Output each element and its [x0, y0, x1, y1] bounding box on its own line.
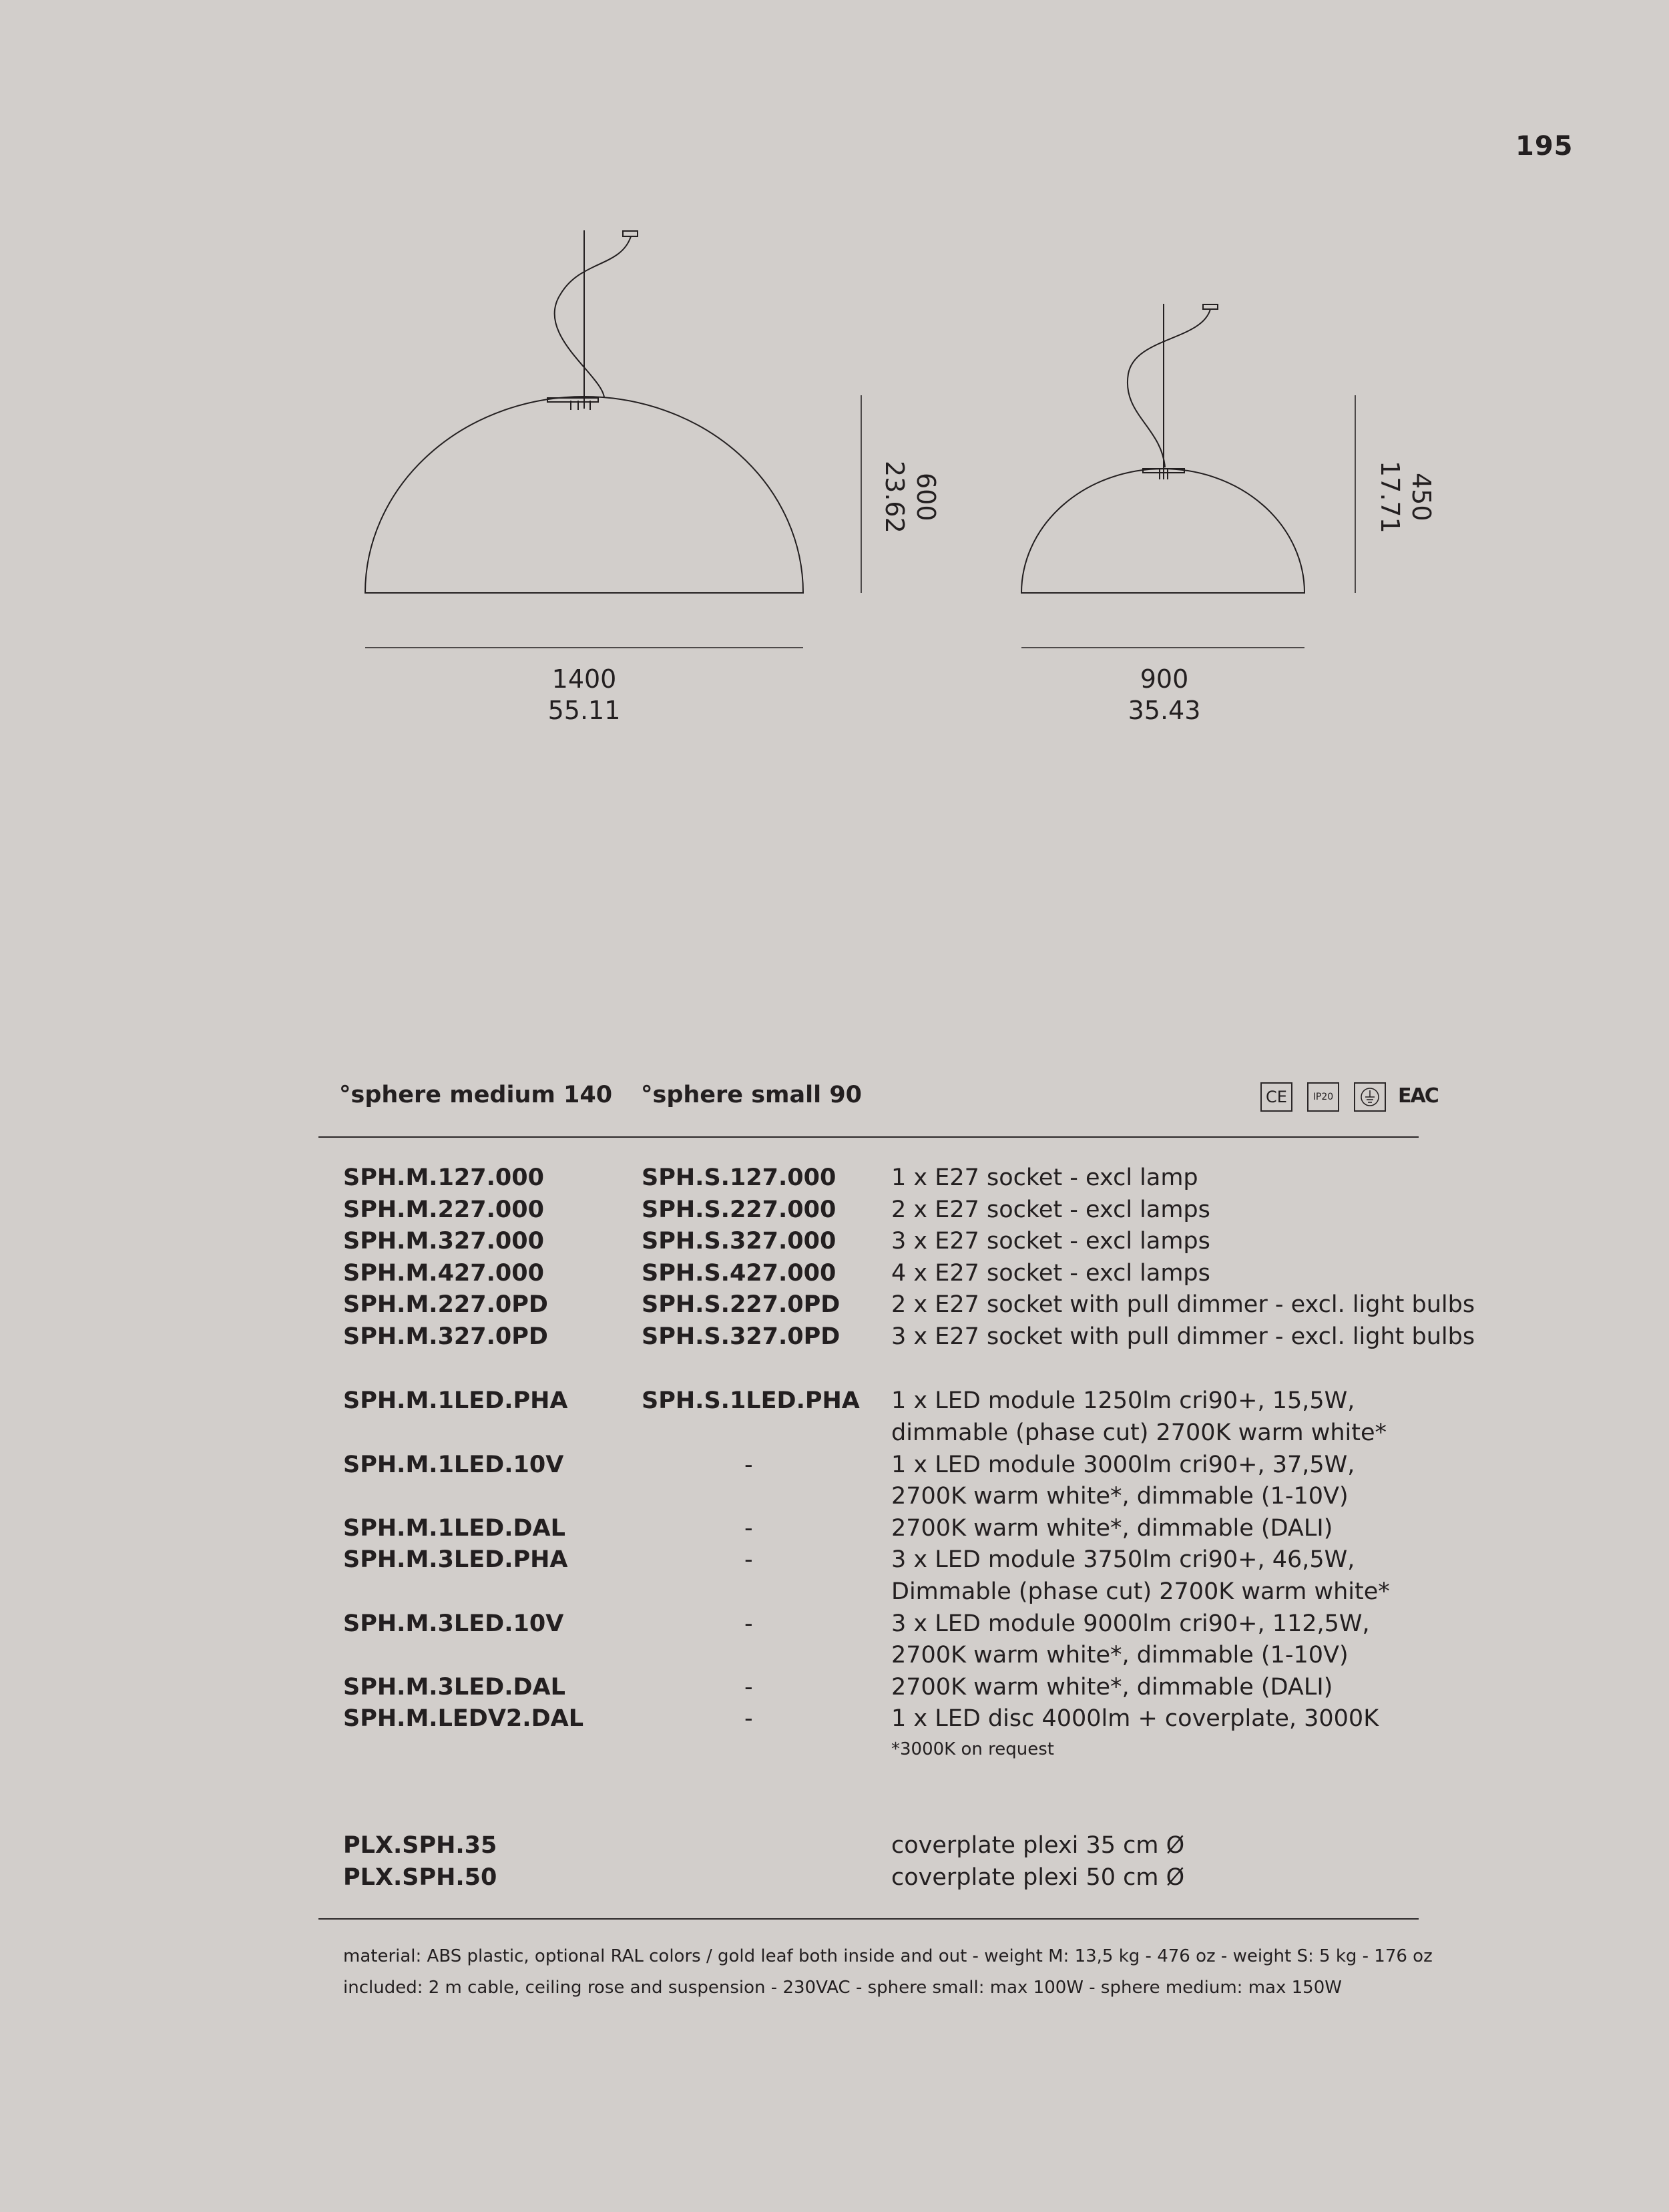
header-small: °sphere small 90	[641, 1082, 863, 1108]
accessory-description: coverplate plexi 35 cm Ø	[891, 1832, 1185, 1859]
description: 3 x E27 socket with pull dimmer - excl. light bulbs	[891, 1323, 1475, 1350]
ce-mark-icon: CE	[1260, 1082, 1292, 1112]
table-row	[0, 1225, 1669, 1257]
small-lamp-drawing	[1021, 304, 1355, 648]
table-row	[0, 1257, 1669, 1289]
header-medium: °sphere medium 140	[339, 1082, 613, 1108]
code-small: SPH.S.127.000	[642, 1164, 837, 1191]
medium-width-in: 55.11	[547, 696, 621, 725]
code-medium: SPH.M.3LED.10V	[343, 1610, 564, 1637]
description: 1 x LED disc 4000lm + coverplate, 3000K	[891, 1705, 1379, 1732]
medium-lamp-drawing	[365, 230, 861, 648]
description: 2700K warm white*, dimmable (1-10V)	[891, 1642, 1349, 1669]
description: 3 x LED module 3750lm cri90+, 46,5W,	[891, 1546, 1355, 1573]
description: Dimmable (phase cut) 2700K warm white*	[891, 1578, 1390, 1605]
table-row	[0, 1576, 1669, 1608]
ip20-icon: IP20	[1307, 1082, 1339, 1112]
description: 2 x E27 socket with pull dimmer - excl. light bulbs	[891, 1291, 1475, 1318]
code-medium: SPH.M.3LED.DAL	[343, 1674, 565, 1701]
code-small: SPH.S.327.000	[642, 1228, 837, 1255]
table-row	[0, 1480, 1669, 1512]
technical-drawings	[0, 0, 1669, 768]
accessory-description: coverplate plexi 50 cm Ø	[891, 1864, 1185, 1891]
code-small: -	[744, 1674, 753, 1701]
description: 2700K warm white*, dimmable (DALI)	[891, 1515, 1333, 1542]
code-medium: SPH.M.227.0PD	[343, 1291, 548, 1318]
footnote: *3000K on request	[891, 1739, 1054, 1759]
code-small: -	[744, 1515, 753, 1542]
footer-divider	[318, 1918, 1419, 1920]
table-row	[0, 1544, 1669, 1576]
table-row	[0, 1671, 1669, 1703]
table-row	[0, 1608, 1669, 1640]
description: 3 x E27 socket - excl lamps	[891, 1228, 1210, 1255]
code-small: -	[744, 1546, 753, 1573]
code-small: SPH.S.1LED.PHA	[642, 1387, 860, 1414]
code-small: SPH.S.227.0PD	[642, 1291, 841, 1318]
accessory-row	[0, 1861, 1669, 1894]
page-number: 195	[1515, 131, 1574, 162]
code-medium: SPH.M.1LED.10V	[343, 1452, 564, 1478]
earth-ground-icon	[1354, 1082, 1386, 1112]
medium-width-mm: 1400	[551, 664, 617, 694]
table-row	[0, 1512, 1669, 1544]
code-small: SPH.S.227.000	[642, 1196, 837, 1223]
code-medium: SPH.M.327.0PD	[343, 1323, 548, 1350]
description: 1 x LED module 1250lm cri90+, 15,5W,	[891, 1387, 1355, 1414]
accessory-code: PLX.SPH.35	[343, 1832, 497, 1859]
table-row	[0, 1417, 1669, 1449]
table-row	[0, 1162, 1669, 1194]
medium-height-in: 23.62	[880, 461, 909, 533]
description: 3 x LED module 9000lm cri90+, 112,5W,	[891, 1610, 1370, 1637]
code-medium: SPH.M.3LED.PHA	[343, 1546, 568, 1573]
description: 2700K warm white*, dimmable (DALI)	[891, 1674, 1333, 1701]
table-row	[0, 1639, 1669, 1671]
small-height-mm: 450	[1407, 473, 1436, 521]
code-medium: SPH.M.1LED.DAL	[343, 1515, 565, 1542]
small-height-in: 17.71	[1375, 461, 1405, 533]
table-row	[0, 1194, 1669, 1226]
description: 1 x LED module 3000lm cri90+, 37,5W,	[891, 1452, 1355, 1478]
code-small: -	[744, 1705, 753, 1732]
table-row	[0, 1289, 1669, 1321]
accessory-row	[0, 1829, 1669, 1861]
code-small: -	[744, 1452, 753, 1478]
small-width-mm: 900	[1140, 664, 1189, 694]
table-row	[0, 1321, 1669, 1353]
description: 4 x E27 socket - excl lamps	[891, 1260, 1210, 1287]
code-small: SPH.S.327.0PD	[642, 1323, 841, 1350]
code-medium: SPH.M.327.000	[343, 1228, 544, 1255]
header-divider	[318, 1136, 1419, 1138]
accessory-code: PLX.SPH.50	[343, 1864, 497, 1891]
table-row	[0, 1385, 1669, 1417]
table-row	[0, 1703, 1669, 1735]
table-row	[0, 1449, 1669, 1481]
medium-height-mm: 600	[911, 473, 941, 521]
description: dimmable (phase cut) 2700K warm white*	[891, 1419, 1387, 1446]
code-medium: SPH.M.1LED.PHA	[343, 1387, 568, 1414]
eac-mark-icon: EAC	[1398, 1084, 1438, 1108]
code-medium: SPH.M.227.000	[343, 1196, 544, 1223]
small-width-in: 35.43	[1128, 696, 1201, 725]
code-medium: SPH.M.127.000	[343, 1164, 544, 1191]
material-note: material: ABS plastic, optional RAL colors / gold leaf both inside and out - weight M: 13,5 kg - 476 oz - weight S: 5 kg - 176 oz	[343, 1946, 1433, 1966]
code-medium: SPH.M.LEDV2.DAL	[343, 1705, 584, 1732]
description: 1 x E27 socket - excl lamp	[891, 1164, 1198, 1191]
code-small: -	[744, 1610, 753, 1637]
code-medium: SPH.M.427.000	[343, 1260, 544, 1287]
description: 2 x E27 socket - excl lamps	[891, 1196, 1210, 1223]
description: 2700K warm white*, dimmable (1-10V)	[891, 1483, 1349, 1510]
code-small: SPH.S.427.000	[642, 1260, 837, 1287]
included-note: included: 2 m cable, ceiling rose and suspension - 230VAC - sphere small: max 100W - sphere medium: max 150W	[343, 1978, 1342, 1998]
